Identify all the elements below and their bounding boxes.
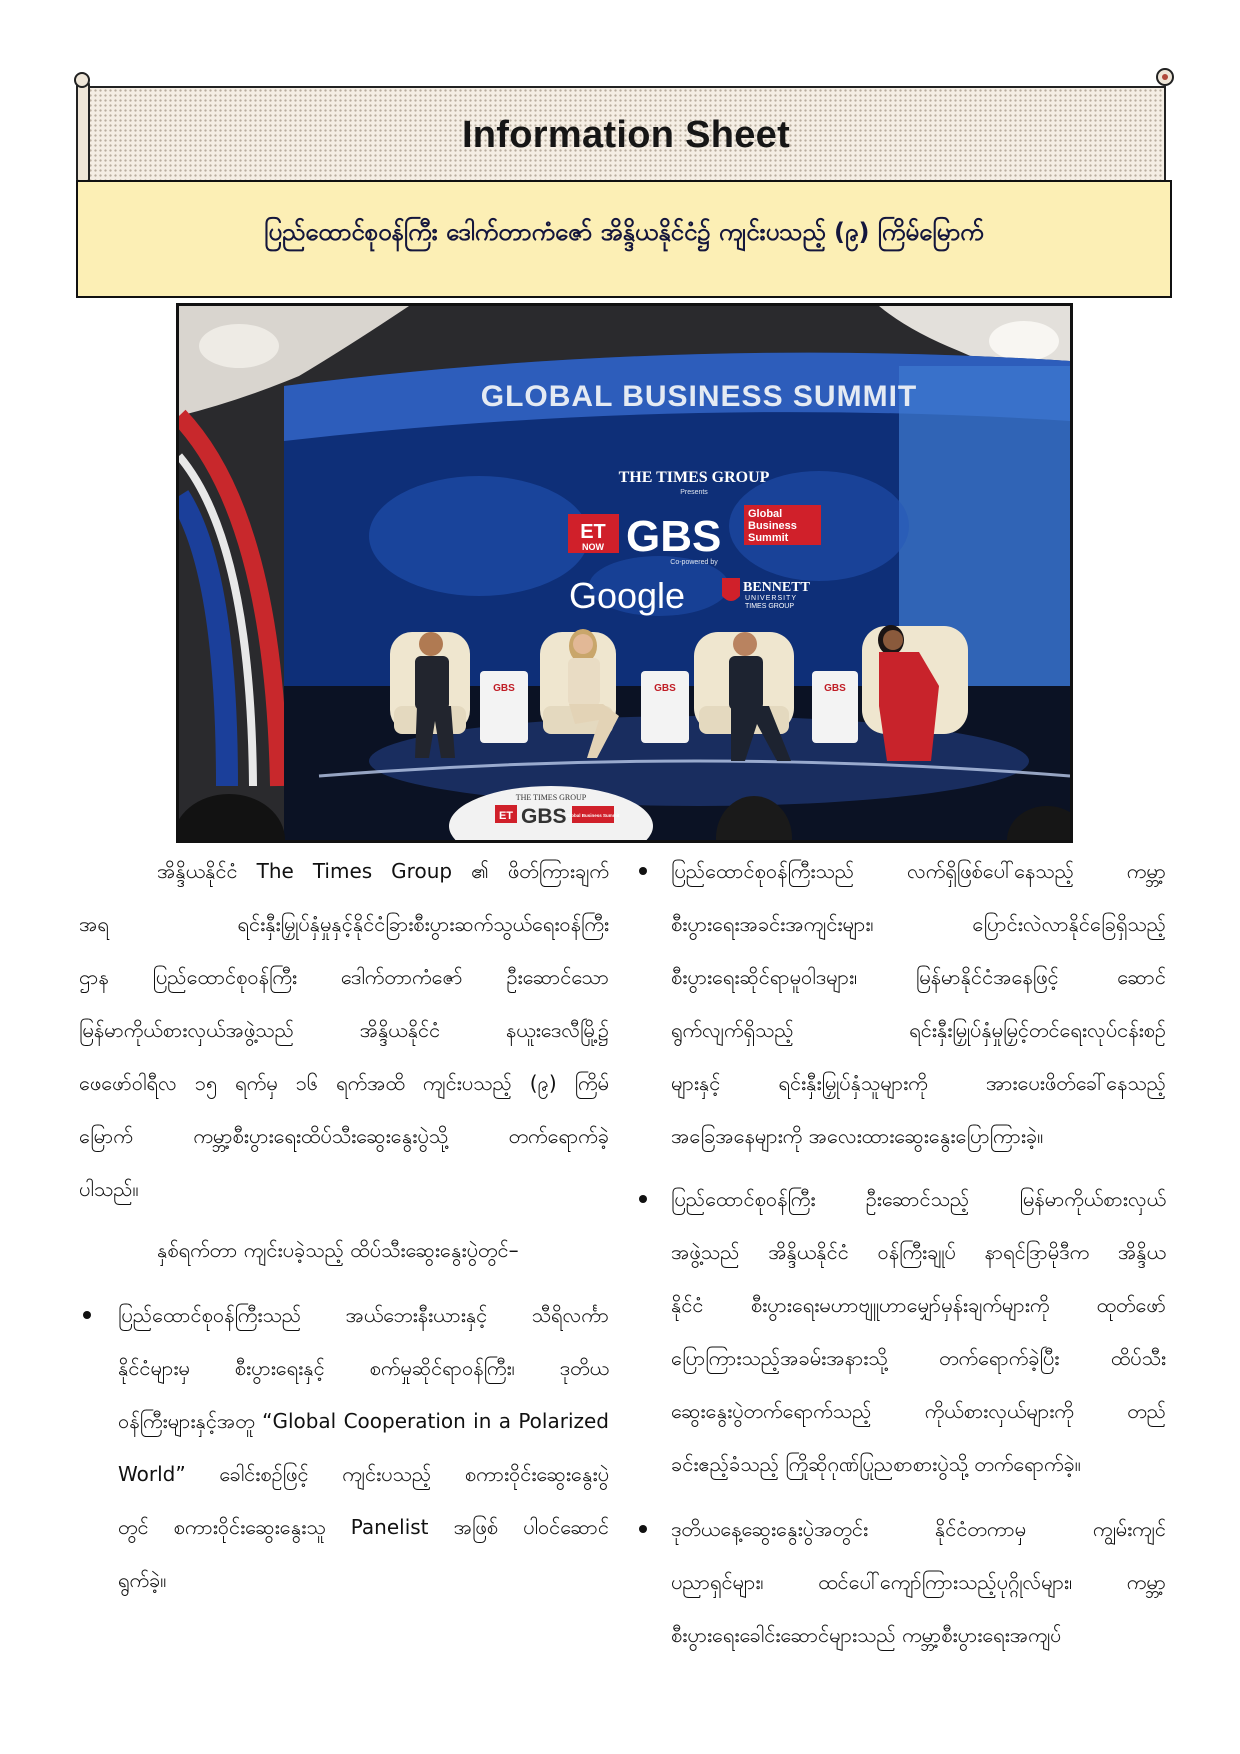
podium-presenter: THE TIMES GROUP (515, 793, 587, 802)
speaker-body (415, 656, 449, 710)
text-line: တွင် စကားဝိုင်းဆွေးနွေးသူ Panelist အဖြစ် ပါဝင်ဆောင် (118, 1515, 609, 1539)
gbs-tagline-line: Business (748, 520, 797, 532)
bennett-name: BENNETT (743, 580, 810, 595)
text-line: များနှင့် ရင်းနှီးမြှုပ်နှံသူများကို အားပေးဖိတ်ခေါ်နေသည့် (671, 1071, 1166, 1095)
world-map-shape (369, 476, 589, 596)
gbs-tagline-line: Global (748, 508, 783, 520)
podium-et-text: ET (498, 810, 514, 822)
scroll-roll-left (76, 78, 90, 186)
text-line: ပြည်ထောင်စုဝန်ကြီးသည် အယ်ဘေးနီးယားနှင့် သီရိလင်္ကာ (118, 1303, 609, 1327)
presents-label: Presents (680, 489, 708, 496)
text-line: ဆွေးနွေးပွဲတက်ရောက်သည့် ကိုယ်စားလှယ်များကို တည် (671, 1399, 1166, 1423)
side-table-logo: GBS (654, 683, 676, 694)
podium-tagline: Global Business Summit (566, 813, 620, 818)
gbs-tagline-line: Summit (748, 532, 789, 544)
text-line: ပြည်ထောင်စုဝန်ကြီးသည် လက်ရှိဖြစ်ပေါ်နေသည့် ကမ္ဘာ့ (671, 859, 1166, 883)
bullet-item (118, 1289, 609, 1607)
speaker-body (568, 658, 600, 706)
headline-box (76, 180, 1172, 298)
text-line: နှစ်ရက်တာ ကျင်းပခဲ့သည့် ထိပ်သီးဆွေးနွေးပွဲတွင်– (157, 1238, 519, 1262)
text-line: World” ခေါင်းစဉ်ဖြင့် ကျင်းပသည့် စကားဝိုင်းဆွေးနွေးပွဲ (118, 1462, 609, 1486)
bennett-shield-icon (722, 578, 740, 601)
text-line: အခြေအနေများကို အလေးထားဆွေးနွေးပြောကြားခဲ့။ (671, 1124, 1044, 1148)
banner-title: Information Sheet (461, 114, 791, 156)
text-line: ဒုတိယနေ့ဆွေးနွေးပွဲအတွင်း နိုင်ငံတကာမှ ကျွမ်းကျင် (671, 1517, 1166, 1541)
side-table-logo: GBS (493, 683, 515, 694)
text-line: ခင်းဧည့်ခံသည့် ကြိုဆိုဂုဏ်ပြုညစာစားပွဲသို့ တက်ရောက်ခဲ့။ (671, 1452, 1081, 1476)
bullet-marker (639, 1195, 647, 1203)
text-line: ပညာရှင်များ၊ ထင်ပေါ်ကျော်ကြားသည့်ပုဂ္ဂိုလ်များ၊ ကမ္ဘာ့ (671, 1570, 1166, 1594)
et-logo-text: ET (580, 521, 606, 543)
text-line: မြန်မာကိုယ်စားလှယ်အဖွဲ့သည် အိန္ဒိယနိုင်ငံ နယူးဒေလီမြို့၌ (79, 1018, 609, 1042)
text-line: ရွက်လျက်ရှိသည့် ရင်းနှီးမြှုပ်နှံမှုမြှင့်တင်ရေးလုပ်ငန်းစဉ် (671, 1018, 1166, 1042)
text-line: စီးပွားရေးအခင်းအကျင်းများ၊ ပြောင်းလဲလာနိုင်ခြေရှိသည့် (671, 912, 1166, 936)
intro-paragraph (79, 845, 609, 1216)
bennett-sub: UNIVERSITY (745, 595, 798, 602)
scroll-curl-left-icon (74, 72, 90, 88)
side-table (812, 671, 858, 743)
bullet-item (671, 845, 1166, 1163)
bullet-marker (639, 1525, 647, 1533)
text-line: ပြောကြားသည့်အခမ်းအနားသို့ တက်ရောက်ခဲ့ပြီး ထိပ်သီး (671, 1346, 1166, 1370)
text-line: မြောက် ကမ္ဘာ့စီးပွားရေးထိပ်သီးဆွေးနွေးပွဲသို့ တက်ရောက်ခဲ့ (79, 1124, 609, 1148)
scroll-curl-right-icon (1156, 68, 1174, 86)
information-sheet-banner (88, 86, 1166, 180)
text-line: ပြည်ထောင်စုဝန်ကြီး ဦးဆောင်သည့် မြန်မာကိုယ်စားလှယ် (671, 1187, 1166, 1211)
speaker-head (883, 630, 903, 650)
speaker-head (573, 634, 593, 654)
text-line: နိုင်ငံများမှ စီးပွားရေးနှင့် စက်မှုဆိုင်ရာဝန်ကြီး၊ ဒုတိယ (118, 1356, 609, 1380)
text-line: စီးပွားရေးခေါင်းဆောင်များသည် ကမ္ဘာ့စီးပွားရေးအကျပ် (671, 1623, 1062, 1647)
bullet-item (671, 1503, 1166, 1662)
bullet-item (671, 1173, 1166, 1491)
copowered-label: Co-powered by (670, 559, 718, 566)
headline: ပြည်ထောင်စုဝန်ကြီး ဒေါက်တာကံဇော် အိန္ဒိယနိုင်ငံ၌ ကျင်းပသည့် (၉) ကြိမ်မြောက် (264, 218, 984, 246)
speaker-body (729, 656, 763, 710)
text-line: ဌာန ပြည်ထောင်စုဝန်ကြီး ဒေါက်တာကံဇော် ဦးဆောင်သော (79, 965, 609, 989)
now-logo-text: NOW (582, 542, 604, 552)
text-line: ရွက်ခဲ့။ (118, 1568, 167, 1592)
text-line: အိန္ဒိယနိုင်ငံ The Times Group ၏ ဖိတ်ကြားချက် (157, 859, 609, 883)
text-line: စီးပွားရေးဆိုင်ရာမူဝါဒများ၊ မြန်မာနိုင်ငံအနေဖြင့် ဆောင် (671, 965, 1166, 989)
chandelier-left (199, 324, 279, 368)
event-photo (176, 303, 1073, 843)
text-line: အရ ရင်းနှီးမြှုပ်နှံမှုနှင့်နိုင်ငံခြားစီးပွားဆက်သွယ်ရေးဝန်ကြီး (79, 912, 609, 936)
text-line: အဖွဲ့သည် အိန္ဒိယနိုင်ငံ ဝန်ကြီးချုပ် နာရင်ဒြာမိုဒီက အိန္ဒိယ (671, 1240, 1166, 1264)
bullet-marker (83, 1311, 91, 1319)
text-line: ဖေဖော်ဝါရီလ ၁၅ ရက်မှ ၁၆ ရက်အထိ ကျင်းပသည့် (၉) ကြိမ် (79, 1071, 609, 1095)
speaker-head (419, 632, 443, 656)
bennett-group: TIMES GROUP (745, 603, 795, 610)
text-line: ဝန်ကြီးများနှင့်အတူ “Global Cooperation in a Polarized (118, 1409, 609, 1433)
text-line: နိုင်ငံ စီးပွားရေးမဟာဗျူဟာမျှော်မှန်းချက်များကို ထုတ်ဖော် (671, 1293, 1166, 1317)
lead-in-paragraph (79, 1224, 609, 1277)
speaker-head (733, 632, 757, 656)
text-line: ပါသည်။ (79, 1177, 139, 1201)
google-logo: Google (568, 575, 686, 616)
side-table (480, 671, 528, 743)
gbs-logo: GBS (626, 512, 722, 561)
event-photo-scene (179, 306, 1070, 840)
backdrop-title: GLOBAL BUSINESS SUMMIT (480, 380, 918, 413)
side-table-logo: GBS (824, 683, 846, 694)
times-group-label: THE TIMES GROUP (618, 469, 770, 486)
bullet-marker (639, 867, 647, 875)
side-table (641, 671, 689, 743)
podium-gbs-logo: GBS (521, 805, 567, 828)
chandelier-right (989, 321, 1059, 361)
